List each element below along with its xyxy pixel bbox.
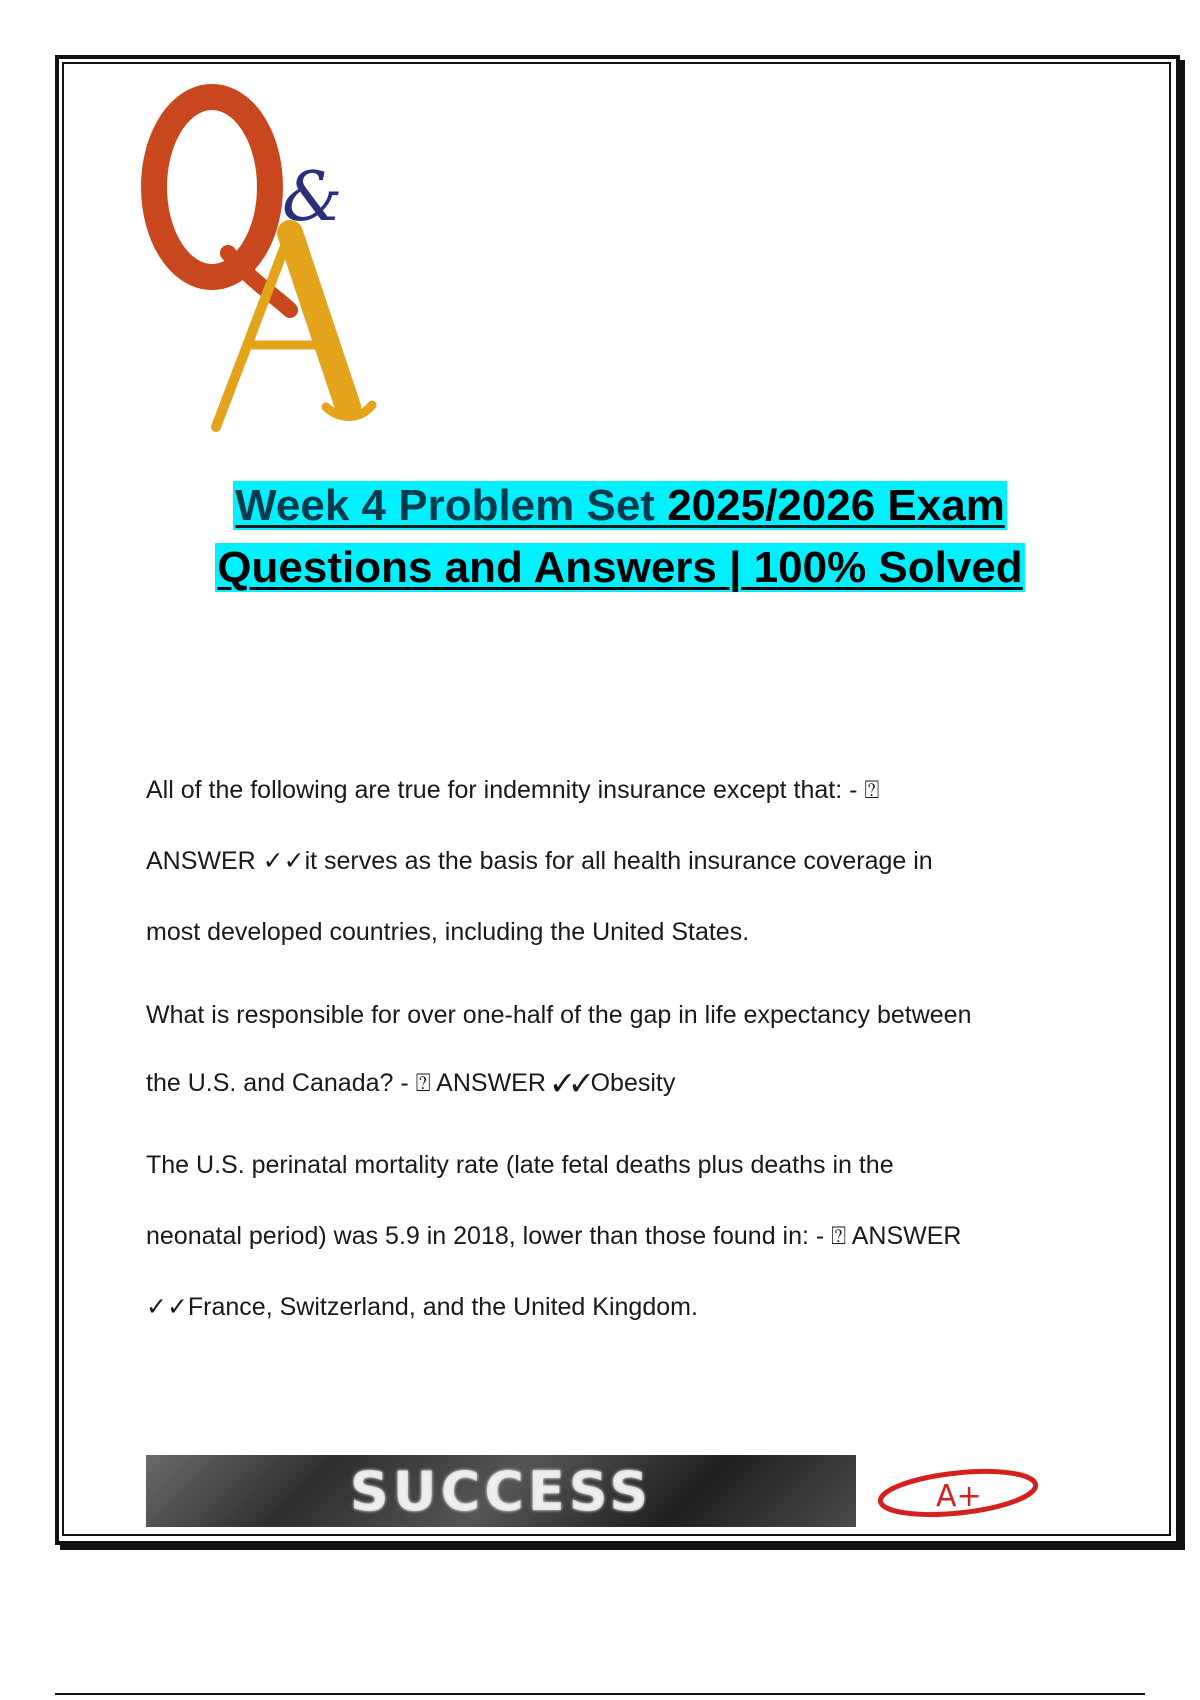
title-line1-part2: 2025/2026 Exam bbox=[667, 481, 1005, 530]
qa-line: the U.S. and Canada? - ⍰ ANSWER ✓✓Obesity bbox=[146, 1069, 676, 1097]
grade-stamp bbox=[860, 1455, 1060, 1527]
qa-line: What is responsible for over one-half of the gap in life expectancy between bbox=[146, 1001, 972, 1029]
qa-line: ✓✓France, Switzerland, and the United Kingdom. bbox=[146, 1293, 698, 1321]
qa-content bbox=[146, 755, 1106, 1356]
grade-stamp-text: A+ bbox=[936, 1479, 982, 1514]
success-banner-text: SUCCESS bbox=[349, 1459, 653, 1523]
bottom-rule bbox=[55, 1693, 1145, 1695]
qa-line: ANSWER ✓✓it serves as the basis for all health insurance coverage in bbox=[146, 847, 933, 875]
page-border-shadow-bottom bbox=[60, 1545, 1185, 1550]
svg-text:&: & bbox=[282, 158, 343, 237]
qa-item bbox=[146, 755, 1106, 968]
qa-item bbox=[146, 1130, 1106, 1343]
document-title bbox=[150, 475, 1090, 599]
qa-line: The U.S. perinatal mortality rate (late fetal deaths plus deaths in the bbox=[146, 1151, 894, 1179]
page-border-shadow-right bbox=[1180, 60, 1185, 1550]
qa-line: All of the following are true for indemnity insurance except that: - ⍰ bbox=[146, 776, 880, 804]
success-banner bbox=[146, 1455, 856, 1527]
title-line1-part1: Week 4 Problem Set bbox=[235, 481, 668, 530]
qa-logo bbox=[140, 75, 400, 470]
qa-line: neonatal period) was 5.9 in 2018, lower than those found in: - ⍰ ANSWER bbox=[146, 1222, 962, 1250]
title-line2: Questions and Answers | 100% Solved bbox=[217, 543, 1023, 592]
qa-item bbox=[146, 981, 1106, 1117]
qa-line: most developed countries, including the United States. bbox=[146, 918, 750, 946]
